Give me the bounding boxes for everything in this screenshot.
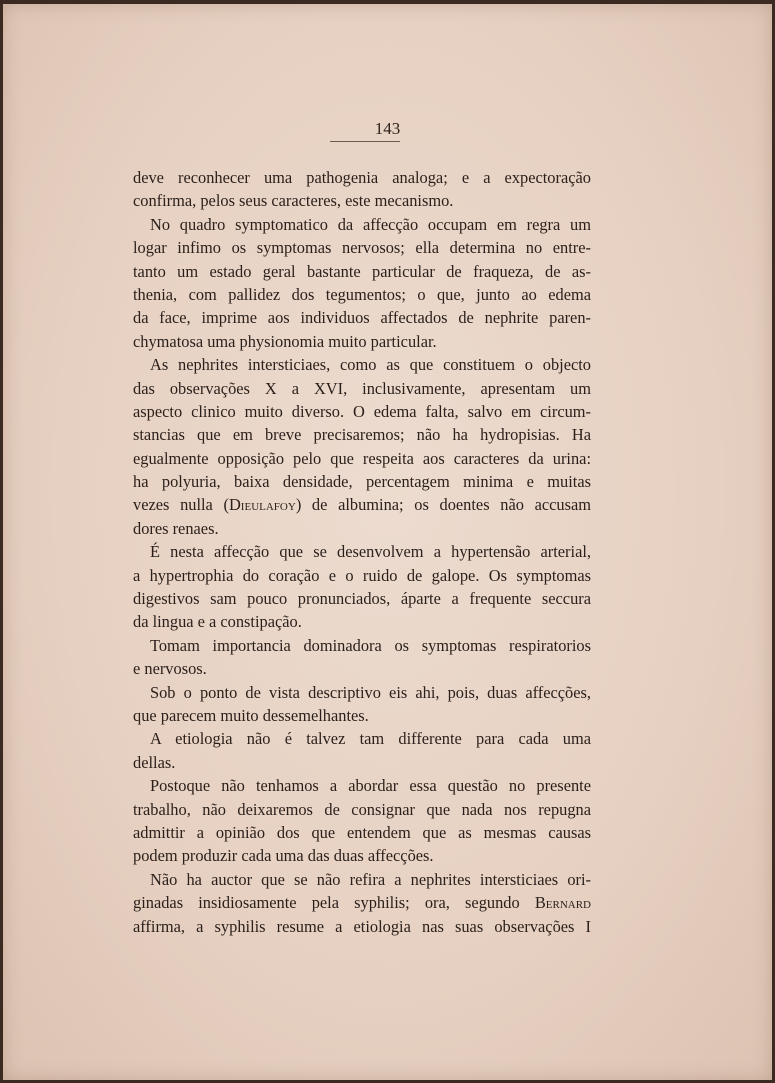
text-segment: dellas. [133,752,176,772]
text-line [133,447,591,470]
text-segment: das observações X a XVI, inclusivamente, apresentam um [133,378,591,398]
text-segment: digestivos sam pouco pronunciados, áparte a frequente seccura [133,589,591,609]
text-segment: ginadas insidiosamente pela syphilis; ora, segundo [133,893,535,913]
text-segment: ha polyuria, baixa densidade, percentagem minima e muitas [133,472,591,492]
text-line [133,283,591,306]
text-line [133,517,591,540]
text-line [133,751,591,774]
text-segment: A etiologia não é talvez tam differente para cada uma [150,729,591,749]
text-line [133,236,591,259]
text-line [133,915,591,938]
text-line [133,166,591,189]
text-segment: que parecem muito dessemelhantes. [133,705,369,725]
text-segment: chymatosa uma physionomia muito particular. [133,331,437,351]
text-segment: e nervosos. [133,659,207,679]
text-line [133,774,591,797]
text-line [133,189,591,212]
text-line [133,260,591,283]
text-segment: podem produzir cada uma das duas affecções. [133,846,434,866]
page-number: 143 [374,119,401,138]
text-line [133,587,591,610]
text-segment: Tomam importancia dominadora os symptomas respiratorios [150,635,591,655]
text-line [133,377,591,400]
author-name: Dieulafoy [228,495,296,515]
text-segment: da face, imprime aos individuos affectados de nephrite paren- [133,308,591,328]
text-segment: logar infimo os symptomas nervosos; ella determina no entre- [133,238,591,258]
text-segment: deve reconhecer uma pathogenia analoga; e a expectoração [133,168,591,187]
page-number-rule [330,141,400,142]
text-segment: trabalho, não deixaremos de consignar que nada nos repugna [133,799,591,819]
text-segment: thenia, com pallidez dos tegumentos; o que, junto ao edema [133,284,591,304]
text-segment: No quadro symptomatico da affecção occupam em regra um [150,214,591,234]
text-segment: egualmente opposição pelo que respeita aos caracteres da urina: [133,448,591,468]
text-line [133,821,591,844]
body-text [133,166,591,938]
text-segment: dores renaes. [133,518,219,538]
text-line [133,610,591,633]
text-line [133,330,591,353]
text-segment: tanto um estado geral bastante particular de fraqueza, de as- [133,261,591,281]
text-segment: Não ha auctor que se não refira a nephrites intersticiaes ori- [150,869,591,889]
book-page [3,4,772,1080]
text-line [133,844,591,867]
text-segment: affirma, a syphilis resume a etiologia nas suas observações I [133,916,591,936]
text-segment: confirma, pelos seus caracteres, este mecanismo. [133,191,454,211]
text-segment: ) de albumina; os doentes não accusam [295,495,592,515]
text-segment: stancias que em breve precisaremos; não ha hydropisias. Ha [133,425,591,445]
author-name: Bernard [534,893,591,913]
text-line [133,681,591,704]
text-line [133,540,591,563]
text-line [133,493,591,516]
text-segment: admittir a opinião dos que entendem que as mesmas causas [133,822,591,842]
text-segment: É nesta affecção que se desenvolvem a hypertensão arterial, [150,542,591,562]
text-segment: Postoque não tenhamos a abordar essa questão no presente [150,776,591,796]
text-line [133,798,591,821]
text-line [133,423,591,446]
text-line [133,657,591,680]
text-line [133,306,591,329]
text-line [133,400,591,423]
text-line [133,213,591,236]
text-line [133,727,591,750]
text-line [133,868,591,891]
text-segment: aspecto clinico muito diverso. O edema falta, salvo em circum- [133,401,591,421]
text-segment: Sob o ponto de vista descriptivo eis ahi, pois, duas affecções, [150,682,591,702]
text-segment: vezes nulla ( [133,495,229,515]
text-line [133,891,591,914]
text-line [133,470,591,493]
text-segment: As nephrites intersticiaes, como as que constituem o objecto [150,355,591,375]
text-line [133,704,591,727]
text-line [133,353,591,376]
text-segment: da lingua e a constipação. [133,612,302,632]
text-line [133,564,591,587]
text-line [133,634,591,657]
text-segment: a hypertrophia do coração e o ruido de galope. Os symptomas [133,565,591,585]
